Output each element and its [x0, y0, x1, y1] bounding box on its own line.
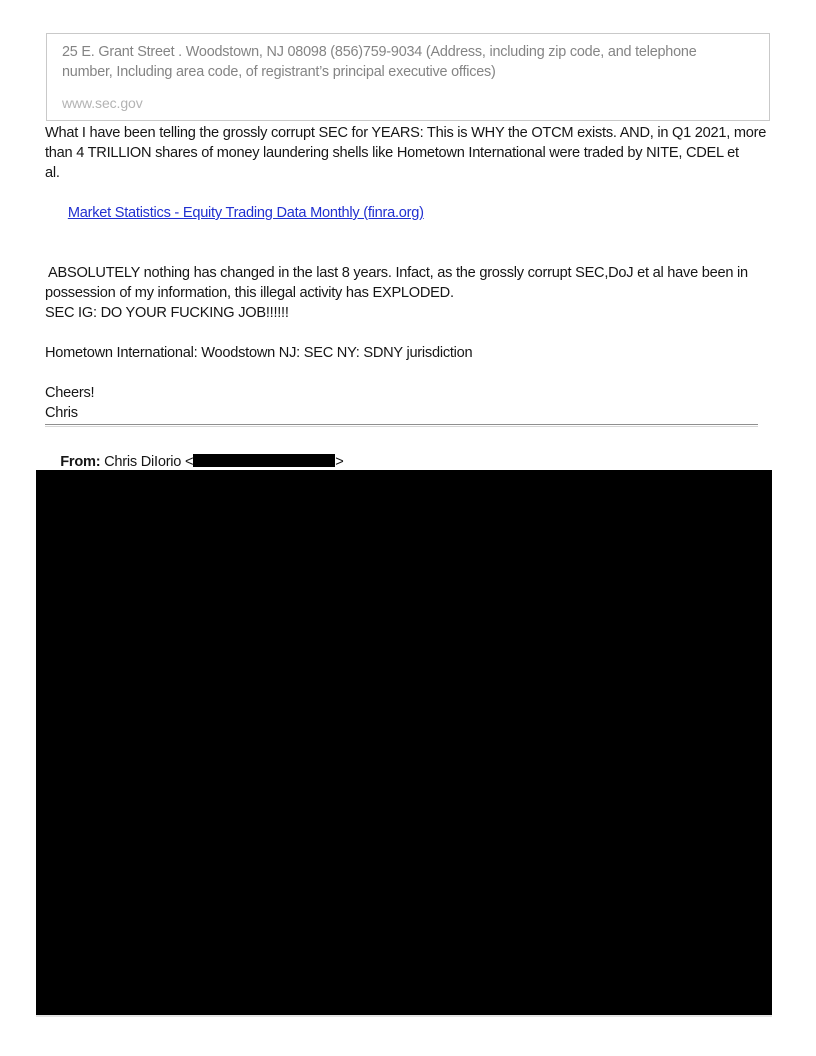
body-line: al. [45, 165, 60, 181]
reply-divider [45, 424, 758, 427]
from-label: From: [60, 454, 101, 470]
body-line: ABSOLUTELY nothing has changed in the last 8 years. Infact, as the grossly corrupt SEC,DoJ et al have been in [45, 265, 748, 281]
body-line: SEC IG: DO YOUR FUCKING JOB!!!!!! [45, 305, 289, 321]
blank-line [45, 243, 766, 263]
email-body [45, 123, 766, 423]
registrant-address-line: number, Including area code, of registrant’s principal executive offices) [62, 64, 496, 80]
blank-line [45, 323, 766, 343]
body-line: than 4 TRILLION shares of money laundering shells like Hometown International were traded by NITE, CDEL et [45, 145, 739, 161]
signature-line: Chris [45, 405, 78, 421]
body-line: Hometown International: Woodstown NJ: SEC NY: SDNY jurisdiction [45, 345, 473, 361]
redacted-content-block [36, 470, 772, 1017]
from-sender-name: Chris DiIorio < [100, 454, 194, 470]
angle-bracket-close: > [335, 454, 344, 470]
finra-market-statistics-link[interactable]: Market Statistics - Equity Trading Data Monthly (finra.org) [67, 205, 424, 221]
sec-gov-url: www.sec.gov [62, 95, 143, 111]
body-line: possession of my information, this illegal activity has EXPLODED. [45, 285, 454, 301]
signoff-line: Cheers! [45, 385, 95, 401]
body-line: What I have been telling the grossly corrupt SEC for YEARS: This is WHY the OTCM exists. AND, in Q1 2021, more [45, 125, 767, 141]
registrant-address-line: 25 E. Grant Street . Woodstown, NJ 08098 (856)759-9034 (Address, including zip code, and telephone [62, 44, 697, 60]
sec-link-preview-card [46, 33, 770, 121]
blank-line [45, 363, 766, 383]
